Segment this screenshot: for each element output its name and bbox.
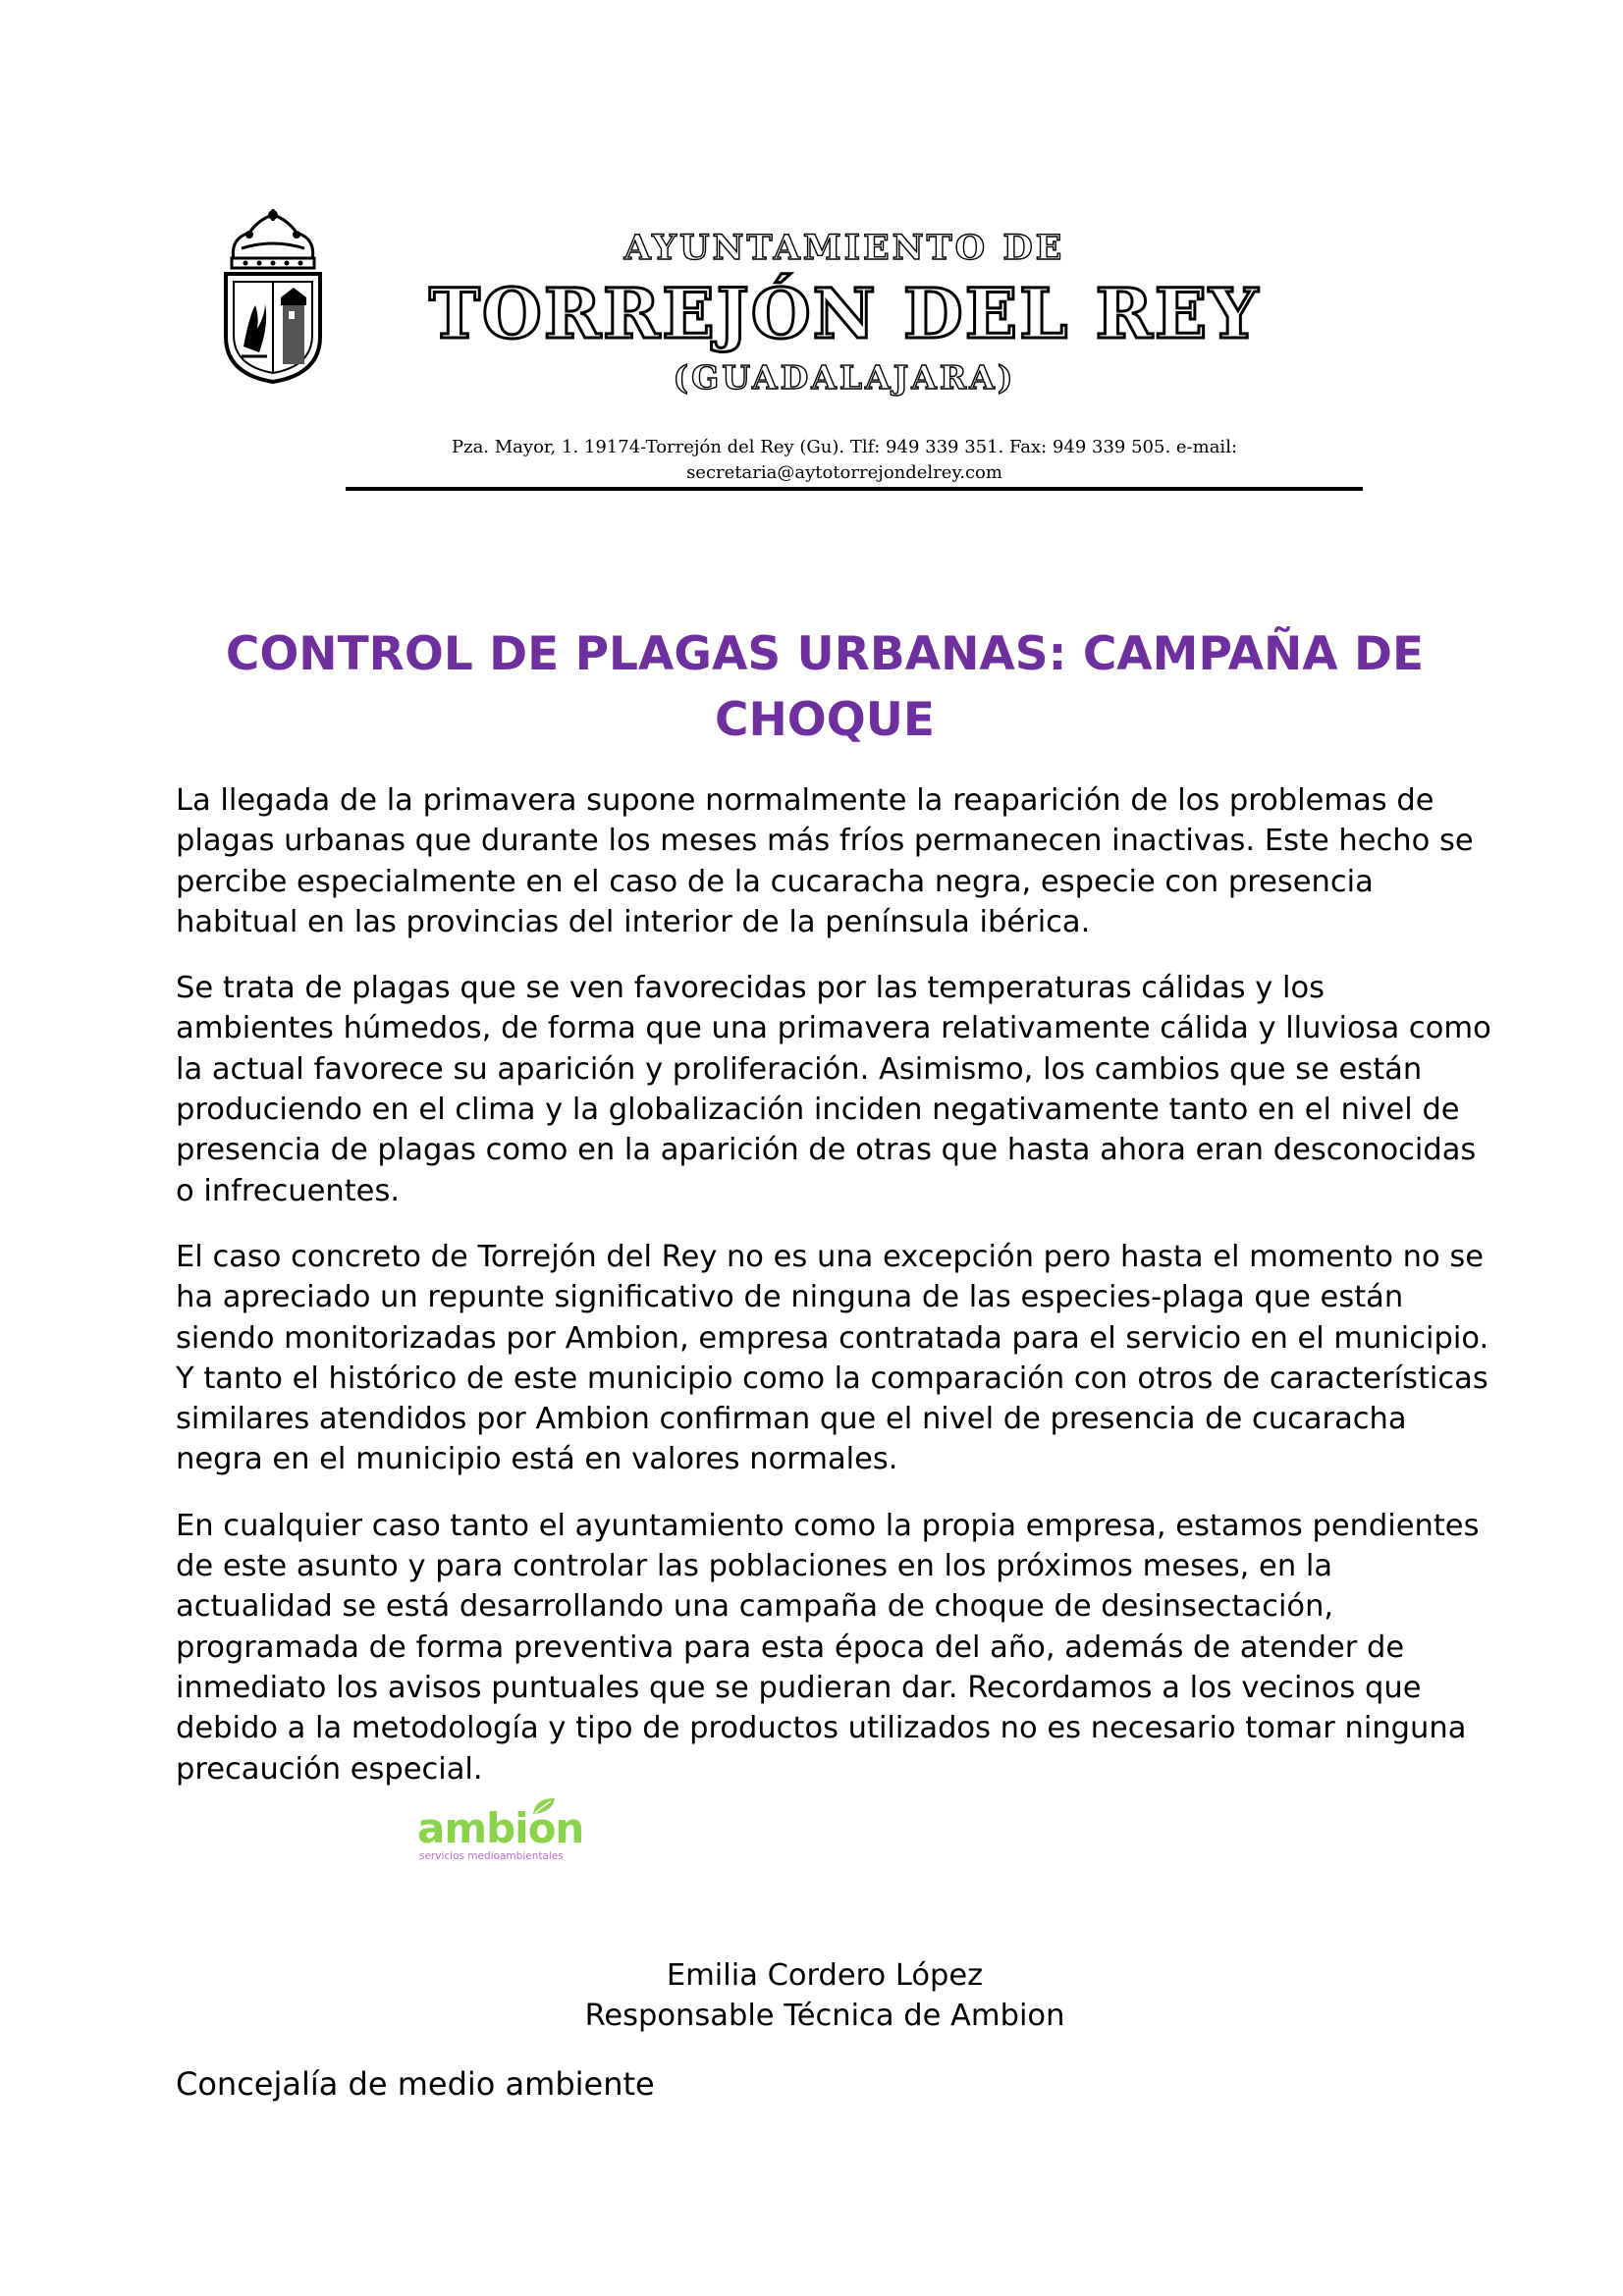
signatory-name: Emilia Cordero López [666,1958,984,1993]
document-title: CONTROL DE PLAGAS URBANAS: CAMPAÑA DE CHOQUE [225,627,1425,747]
letterhead-province: (GUADALAJARA) [673,358,1016,397]
body-paragraph-2: Se trata de plagas que se ven favorecidas por las temperaturas cálidas y los ambientes húmedos, de forma que una primavera relativamente cálida y lluviosa como la actual favorece su aparición y proliferación. Asimismo, los cambios que se están produciendo en el clima y la globalización inciden negativamente tanto en el nivel de presencia de plagas como en la aparición de otras que hasta ahora eran desconocidas o infrecuentes. [176,971,1491,1208]
letterhead-contact-email: secretaria@aytotorrejondelrey.com [686,462,1002,483]
body-paragraph-1: La llegada de la primavera supone normalmente la reaparición de los problemas de plagas urbanas que durante los meses más fríos permanecen inactivas. Este hecho se percibe especialmente en el caso de la cucaracha negra, especie con presencia habitual en las provincias del interior de la península ibérica. [176,783,1474,939]
letterhead-divider [346,487,1363,491]
ambion-logo [417,1804,594,1863]
logo-wordmark: ambion [417,1804,584,1852]
signature-block [412,1955,1237,2036]
signatory-role: Responsable Técnica de Ambion [584,1999,1065,2033]
letterhead-town-name: TORREJÓN DEL REY [428,273,1261,354]
letterhead-contact [412,435,1276,486]
document-body [176,780,1491,1815]
body-paragraph-4: En cualquier caso tanto el ayuntamiento como la propia empresa, estamos pendientes de este asunto y para controlar las poblaciones en los próximos meses, en la actualidad se está desarrollando una campaña de choque de desinsectación, programada de forma preventiva para esta época del año, además de atender de inmediato los avisos puntuales que se pudieran dar. Recordamos a los vecinos que debido a la metodología y tipo de productos utilizados no es necesario tomar ninguna precaución especial. [176,1508,1480,1787]
letterhead-contact-address: Pza. Mayor, 1. 19174-Torrejón del Rey (Gu). Tlf: 949 339 351. Fax: 949 339 505. e-mail: [451,437,1238,457]
body-paragraph-3: El caso concreto de Torrejón del Rey no es una excepción pero hasta el momento no se ha apreciado un repunte significativo de ninguna de las especies-plaga que están siendo monitorizadas por Ambion, empresa contratada para el servicio en el municipio. Y tanto el histórico de este municipio como la comparación con otros de características similares atendidos por Ambion confirman que el nivel de presencia de cucaracha negra en el municipio está en valores normales. [176,1239,1489,1477]
department-name: Concejalía de medio ambiente [176,2065,655,2103]
logo-tagline: servicios medioambientales [419,1850,564,1862]
letterhead-organization: AYUNTAMIENTO DE [623,228,1065,268]
